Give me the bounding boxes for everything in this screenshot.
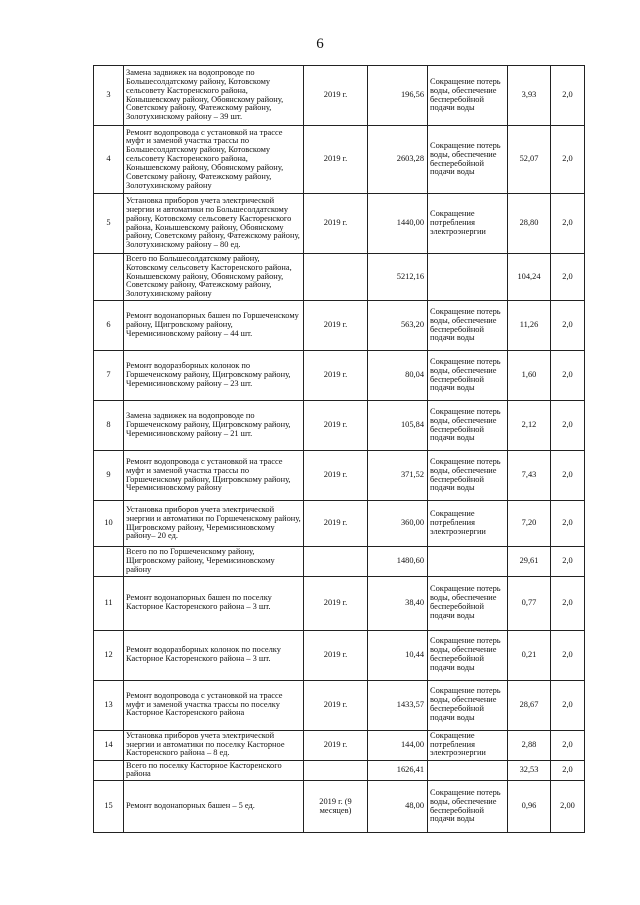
page-number: 6 bbox=[316, 36, 324, 52]
row-value-1: 2,88 bbox=[508, 730, 551, 760]
row-value-2: 2,0 bbox=[551, 401, 585, 451]
row-year bbox=[304, 547, 368, 576]
row-number: 5 bbox=[94, 194, 124, 254]
row-description: Замена задвижек на водопроводе по Горшеченскому району, Щигровскому району, Черемисиновскому району – 21 шт. bbox=[124, 401, 304, 451]
row-year: 2019 г. bbox=[304, 680, 368, 730]
row-result: Сокращение потерь воды, обеспечение бесперебойной подачи воды bbox=[428, 301, 508, 351]
row-value-1: 0,77 bbox=[508, 576, 551, 630]
row-amount: 1433,57 bbox=[368, 680, 428, 730]
row-amount: 2603,28 bbox=[368, 126, 428, 194]
row-description: Установка приборов учета электрической энергии и автоматики по Большесолдатскому району, Котовскому сельсовету Касторенского района, Конышевскому району, Обоянскому району, Советскому району, Фатежскому району, Золотухинскому району – 80 ед. bbox=[124, 194, 304, 254]
row-year: 2019 г. bbox=[304, 301, 368, 351]
row-result: Сокращение потерь воды, обеспечение бесперебойной подачи воды bbox=[428, 781, 508, 833]
row-year: 2019 г. bbox=[304, 451, 368, 501]
table-row bbox=[94, 351, 585, 401]
table-row bbox=[94, 451, 585, 501]
row-amount: 371,52 bbox=[368, 451, 428, 501]
row-amount: 360,00 bbox=[368, 501, 428, 547]
row-value-1: 52,07 bbox=[508, 126, 551, 194]
row-value-2: 2,00 bbox=[551, 781, 585, 833]
row-year: 2019 г. bbox=[304, 126, 368, 194]
row-value-2: 2,0 bbox=[551, 501, 585, 547]
row-description: Ремонт водонапорных башен по поселку Касторное Касторенского района – 3 шт. bbox=[124, 576, 304, 630]
row-amount: 144,00 bbox=[368, 730, 428, 760]
row-value-1: 0,96 bbox=[508, 781, 551, 833]
row-amount: 1626,41 bbox=[368, 760, 428, 781]
row-value-1: 1,60 bbox=[508, 351, 551, 401]
row-year: 2019 г. bbox=[304, 351, 368, 401]
row-value-2: 2,0 bbox=[551, 451, 585, 501]
row-value-1: 29,61 bbox=[508, 547, 551, 576]
row-description: Ремонт водопровода с установкой на трассе муфт и заменой участка трассы по Большесолдатскому району, Котовскому сельсовету Касторенского района, Конышевскому району, Обоянскому району, Советскому району, Фатежскому району, Золотухинскому району bbox=[124, 126, 304, 194]
row-result: Сокращение потребления электроэнергии bbox=[428, 194, 508, 254]
row-number: 6 bbox=[94, 301, 124, 351]
row-value-2: 2,0 bbox=[551, 301, 585, 351]
row-number: 8 bbox=[94, 401, 124, 451]
row-value-1: 7,20 bbox=[508, 501, 551, 547]
table-row bbox=[94, 66, 585, 126]
row-number bbox=[94, 760, 124, 781]
row-year: 2019 г. bbox=[304, 66, 368, 126]
row-number: 13 bbox=[94, 680, 124, 730]
row-description: Ремонт водопровода с установкой на трассе муфт и заменой участка трассы по поселку Касторное Касторенского района bbox=[124, 680, 304, 730]
row-number: 10 bbox=[94, 501, 124, 547]
table-row bbox=[94, 630, 585, 680]
row-value-2: 2,0 bbox=[551, 351, 585, 401]
row-value-2: 2,0 bbox=[551, 547, 585, 576]
row-number bbox=[94, 547, 124, 576]
row-value-2: 2,0 bbox=[551, 194, 585, 254]
row-description: Ремонт водопровода с установкой на трассе муфт и заменой участка трассы по Горшеченскому району, Щигровскому району, Черемисиновскому району bbox=[124, 451, 304, 501]
investment-table bbox=[93, 65, 585, 833]
row-value-1: 0,21 bbox=[508, 630, 551, 680]
row-value-2: 2,0 bbox=[551, 576, 585, 630]
row-result: Сокращение потерь воды, обеспечение бесперебойной подачи воды bbox=[428, 351, 508, 401]
table-row bbox=[94, 194, 585, 254]
row-number: 9 bbox=[94, 451, 124, 501]
row-number: 15 bbox=[94, 781, 124, 833]
table-row bbox=[94, 401, 585, 451]
row-year bbox=[304, 760, 368, 781]
row-description: Установка приборов учета электрической энергии и автоматики по поселку Касторное Касторенского района – 8 ед. bbox=[124, 730, 304, 760]
row-result: Сокращение потребления электроэнергии bbox=[428, 730, 508, 760]
table-row bbox=[94, 781, 585, 833]
row-value-1: 7,43 bbox=[508, 451, 551, 501]
row-description: Всего по Большесолдатскому району, Котовскому сельсовету Касторенского района, Конышевскому району, Обоянскому району, Советскому району, Фатежскому району, Золотухинскому району bbox=[124, 254, 304, 301]
row-number: 4 bbox=[94, 126, 124, 194]
row-amount: 80,04 bbox=[368, 351, 428, 401]
row-result: Сокращение потерь воды, обеспечение бесперебойной подачи воды bbox=[428, 680, 508, 730]
row-amount: 5212,16 bbox=[368, 254, 428, 301]
row-value-2: 2,0 bbox=[551, 66, 585, 126]
table-row bbox=[94, 760, 585, 781]
table-row bbox=[94, 254, 585, 301]
row-description: Ремонт водоразборных колонок по Горшеченскому району, Щигровскому району, Черемисиновскому району – 23 шт. bbox=[124, 351, 304, 401]
row-result: Сокращение потерь воды, обеспечение бесперебойной подачи воды bbox=[428, 451, 508, 501]
row-amount: 1480,60 bbox=[368, 547, 428, 576]
row-amount: 105,84 bbox=[368, 401, 428, 451]
row-description: Всего по по Горшеченскому району, Щигровскому району, Черемисиновскому району bbox=[124, 547, 304, 576]
row-year: 2019 г. bbox=[304, 401, 368, 451]
table-row bbox=[94, 501, 585, 547]
row-description: Всего по поселку Касторное Касторенского района bbox=[124, 760, 304, 781]
row-result: Сокращение потерь воды, обеспечение бесперебойной подачи воды bbox=[428, 630, 508, 680]
row-result bbox=[428, 760, 508, 781]
row-value-1: 2,12 bbox=[508, 401, 551, 451]
row-value-1: 28,80 bbox=[508, 194, 551, 254]
row-description: Ремонт водоразборных колонок по поселку Касторное Касторенского района – 3 шт. bbox=[124, 630, 304, 680]
row-number: 11 bbox=[94, 576, 124, 630]
row-value-2: 2,0 bbox=[551, 126, 585, 194]
row-result: Сокращение потерь воды, обеспечение бесперебойной подачи воды bbox=[428, 126, 508, 194]
row-amount: 38,40 bbox=[368, 576, 428, 630]
row-number bbox=[94, 254, 124, 301]
row-result: Сокращение потребления электроэнергии bbox=[428, 501, 508, 547]
row-result bbox=[428, 547, 508, 576]
row-value-1: 11,26 bbox=[508, 301, 551, 351]
row-description: Замена задвижек на водопроводе по Большесолдатскому району, Котовскому сельсовету Касторенского района, Конышевскому району, Обоянскому району, Советскому району, Фатежскому району, Золотухинскому району – 39 шт. bbox=[124, 66, 304, 126]
row-number: 14 bbox=[94, 730, 124, 760]
row-description: Установка приборов учета электрической энергии и автоматики по Горшеченскому району, Щигровскому району, Черемисиновскому району– 20 ед. bbox=[124, 501, 304, 547]
row-year: 2019 г. (9 месяцев) bbox=[304, 781, 368, 833]
row-result: Сокращение потерь воды, обеспечение бесперебойной подачи воды bbox=[428, 576, 508, 630]
row-value-1: 104,24 bbox=[508, 254, 551, 301]
row-value-2: 2,0 bbox=[551, 254, 585, 301]
row-result: Сокращение потерь воды, обеспечение бесперебойной подачи воды bbox=[428, 66, 508, 126]
row-amount: 1440,00 bbox=[368, 194, 428, 254]
row-year bbox=[304, 254, 368, 301]
row-value-1: 32,53 bbox=[508, 760, 551, 781]
row-number: 7 bbox=[94, 351, 124, 401]
row-year: 2019 г. bbox=[304, 576, 368, 630]
row-value-2: 2,0 bbox=[551, 730, 585, 760]
row-value-2: 2,0 bbox=[551, 630, 585, 680]
row-value-1: 28,67 bbox=[508, 680, 551, 730]
row-amount: 10,44 bbox=[368, 630, 428, 680]
row-result bbox=[428, 254, 508, 301]
table-row bbox=[94, 576, 585, 630]
row-amount: 48,00 bbox=[368, 781, 428, 833]
row-value-2: 2,0 bbox=[551, 680, 585, 730]
table-row bbox=[94, 547, 585, 576]
table-row bbox=[94, 680, 585, 730]
table-row bbox=[94, 126, 585, 194]
row-value-2: 2,0 bbox=[551, 760, 585, 781]
table-row bbox=[94, 730, 585, 760]
row-description: Ремонт водонапорных башен по Горшеченскому району, Щигровскому району, Черемисиновскому району – 44 шт. bbox=[124, 301, 304, 351]
row-number: 12 bbox=[94, 630, 124, 680]
row-number: 3 bbox=[94, 66, 124, 126]
table-row bbox=[94, 301, 585, 351]
row-year: 2019 г. bbox=[304, 501, 368, 547]
row-amount: 196,56 bbox=[368, 66, 428, 126]
row-result: Сокращение потерь воды, обеспечение бесперебойной подачи воды bbox=[428, 401, 508, 451]
row-description: Ремонт водонапорных башен – 5 ед. bbox=[124, 781, 304, 833]
row-year: 2019 г. bbox=[304, 730, 368, 760]
row-year: 2019 г. bbox=[304, 630, 368, 680]
row-year: 2019 г. bbox=[304, 194, 368, 254]
row-amount: 563,20 bbox=[368, 301, 428, 351]
row-value-1: 3,93 bbox=[508, 66, 551, 126]
